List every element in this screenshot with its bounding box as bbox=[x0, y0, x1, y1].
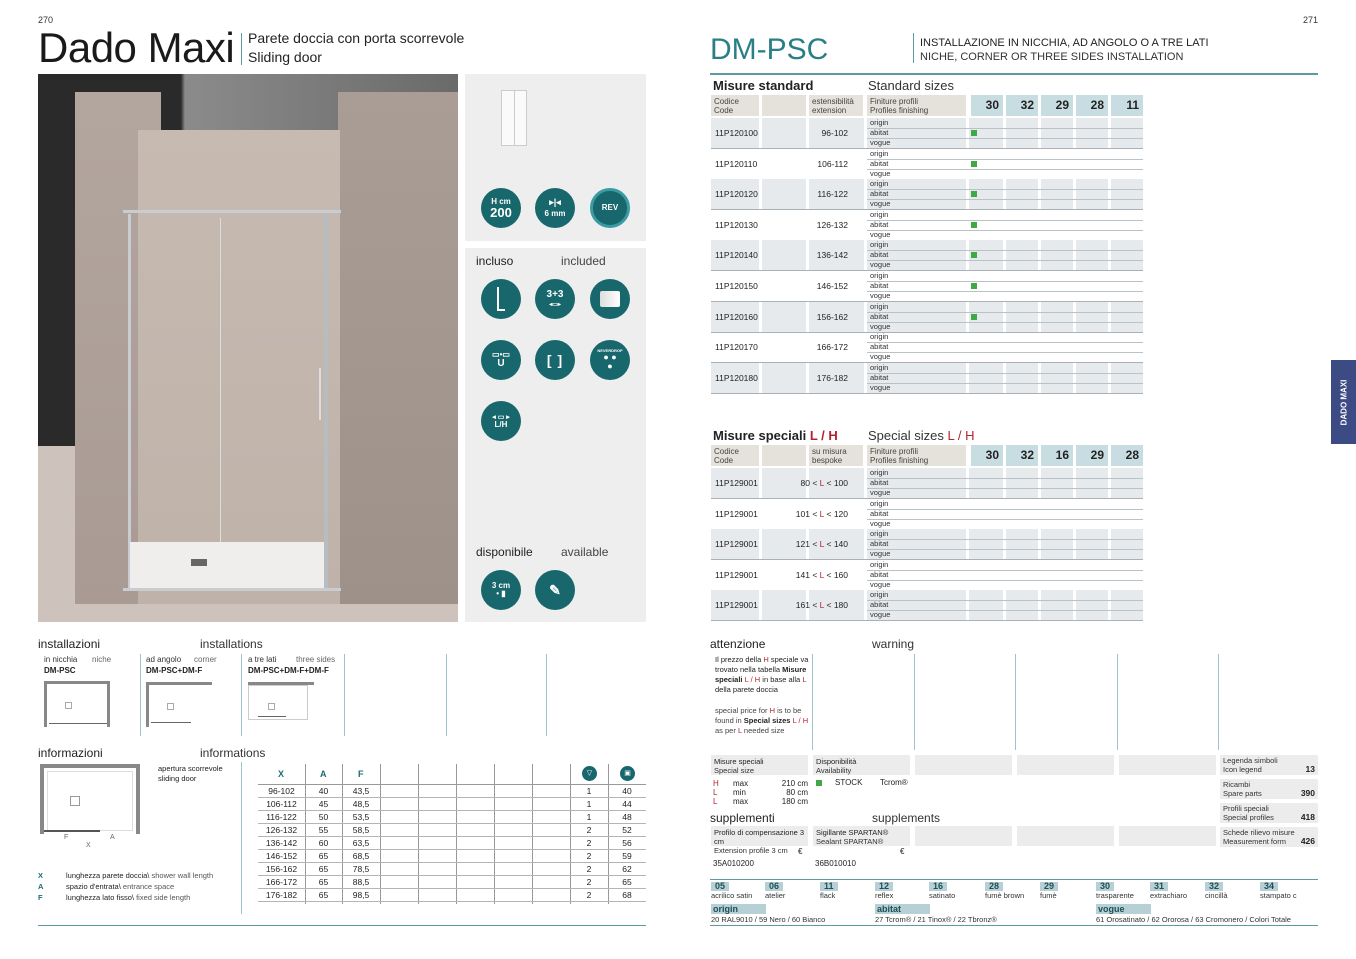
product-subtitle-it: Parete doccia con porta scorrevole bbox=[248, 30, 465, 46]
product-code: 11P120150 bbox=[715, 281, 758, 291]
table-row bbox=[711, 302, 1143, 332]
supplement-currency-1: € bbox=[798, 847, 803, 856]
glass-legend-item: 11 flack bbox=[820, 882, 838, 900]
glass-legend-item: 05 acrilico satin bbox=[711, 881, 753, 900]
stock-label: STOCK bbox=[835, 778, 863, 787]
stock-indicator bbox=[971, 191, 977, 197]
stock-finish: Tcrom® bbox=[880, 778, 908, 787]
info-table-row bbox=[258, 837, 646, 850]
product-code: 11P129001 bbox=[715, 600, 758, 611]
finish-abitat: abitat bbox=[870, 600, 889, 610]
available-label-it: disponibile bbox=[476, 545, 533, 559]
install-niche-it: in nicchia bbox=[44, 655, 78, 664]
finish-abitat: abitat bbox=[870, 342, 889, 352]
glass-col-header: 11 bbox=[1111, 95, 1143, 116]
glass-col-header: 16 bbox=[1041, 445, 1073, 466]
reference-link[interactable]: Legenda simboli Icon legend 13 bbox=[1220, 755, 1318, 775]
extension-range: 136-142 bbox=[816, 250, 848, 261]
info-table-cell: 2 bbox=[586, 851, 592, 861]
reference-link[interactable]: Profili speciali Special profiles 418 bbox=[1220, 803, 1318, 823]
info-table-cell: 65 bbox=[318, 851, 329, 861]
table-row bbox=[711, 560, 1143, 590]
finish-vogue: vogue bbox=[870, 138, 891, 147]
glass-legend-item: 31 extrachiaro bbox=[1150, 881, 1188, 900]
finish-vogue: vogue bbox=[870, 291, 891, 300]
product-code: 11P120130 bbox=[715, 219, 758, 230]
info-diagram bbox=[40, 764, 140, 834]
packages-icon: ▽ bbox=[582, 766, 597, 781]
finish-abitat: abitat bbox=[870, 250, 889, 260]
stock-indicator bbox=[971, 314, 977, 320]
information-title-en: informations bbox=[200, 746, 266, 760]
finish-vogue: vogue bbox=[870, 579, 891, 589]
info-table-cell: 52 bbox=[622, 825, 632, 835]
install-corner-en: corner bbox=[194, 655, 217, 664]
finish-vogue: vogue bbox=[870, 168, 891, 178]
sp-col-bespoke: su misura bespoke bbox=[809, 445, 863, 466]
weight-icon: ▣ bbox=[620, 766, 635, 781]
info-table-cell: 65 bbox=[622, 877, 632, 887]
installations-title-en: installations bbox=[200, 637, 263, 651]
info-table-cell: 65 bbox=[318, 864, 329, 874]
bespoke-range: 161 < L < 180 bbox=[795, 600, 848, 611]
finish-origin: origin bbox=[870, 468, 889, 477]
info-table-row bbox=[258, 824, 646, 837]
info-table-cell: 40 bbox=[318, 786, 329, 796]
magnet-seal-icon: ▭•▭ U bbox=[481, 340, 521, 380]
glass-col-header: 30 bbox=[971, 445, 1003, 466]
info-table-cell: 62 bbox=[622, 864, 632, 874]
stock-indicator bbox=[971, 222, 977, 228]
product-photo bbox=[38, 74, 458, 622]
finish-origin: origin bbox=[870, 529, 889, 539]
finish-origin: origin bbox=[870, 332, 889, 342]
info-table-cell: 43,5 bbox=[352, 786, 370, 796]
info-table-cell: 68,5 bbox=[352, 851, 370, 861]
shower-door-thumbnail bbox=[501, 90, 527, 146]
finish-abitat: abitat bbox=[870, 219, 889, 229]
empty-box bbox=[1017, 826, 1114, 846]
info-table-cell: 45 bbox=[318, 799, 329, 809]
extension-range: 176-182 bbox=[816, 372, 848, 383]
stock-indicator bbox=[971, 252, 977, 258]
col-f-header: F bbox=[358, 769, 364, 779]
info-table-cell: 126-132 bbox=[265, 825, 298, 835]
install-corner-it: ad angolo bbox=[146, 655, 182, 664]
sp-col-code: Codice Code bbox=[711, 445, 759, 466]
finish-origin: origin bbox=[870, 362, 889, 372]
table-row bbox=[711, 240, 1143, 270]
info-table-cell: 2 bbox=[586, 825, 592, 835]
sp-col-finishing: Finiture profili Profiles finishing bbox=[867, 445, 966, 466]
info-legend: X lunghezza parete doccia\ shower wall length A spazio d'entrata\ entrance space F lunghezza lato fisso\ fixed side length bbox=[38, 871, 214, 902]
info-table-row bbox=[258, 785, 646, 798]
install-niche-code: DM-PSC bbox=[44, 666, 76, 675]
finish-origin: origin bbox=[870, 301, 889, 311]
info-table-cell: 78,5 bbox=[352, 864, 370, 874]
info-table-cell: 1 bbox=[586, 799, 592, 809]
sp-col-blank bbox=[762, 445, 806, 466]
info-table-cell: 96-102 bbox=[268, 786, 295, 796]
supplement-currency-2: € bbox=[900, 847, 905, 856]
product-title: Dado Maxi bbox=[38, 24, 235, 71]
info-table-cell: 146-152 bbox=[265, 851, 298, 861]
finish-abitat: abitat bbox=[870, 569, 889, 579]
bespoke-range: 121 < L < 140 bbox=[795, 539, 848, 550]
finish-abitat: abitat bbox=[870, 281, 889, 290]
finish-vogue: vogue bbox=[870, 260, 891, 270]
extension-range: 166-172 bbox=[816, 342, 848, 353]
finish-abitat: abitat bbox=[870, 189, 889, 199]
bespoke-range: 101 < L < 120 bbox=[795, 508, 848, 519]
finish-abitat: abitat bbox=[870, 128, 889, 137]
glass-legend-item: 12 reflex bbox=[875, 881, 894, 900]
finish-vogue: vogue bbox=[870, 321, 891, 331]
info-table-cell: 166-172 bbox=[265, 877, 298, 887]
extension-range: 146-152 bbox=[816, 281, 848, 291]
info-table-cell: 176-182 bbox=[265, 890, 298, 900]
info-table-row bbox=[258, 811, 646, 824]
std-col-finishing: Finiture profili Profiles finishing bbox=[867, 95, 966, 116]
info-table-row bbox=[258, 850, 646, 863]
empty-box bbox=[915, 755, 1012, 775]
info-table-cell: 48,5 bbox=[352, 799, 370, 809]
info-table-cell: 98,5 bbox=[352, 890, 370, 900]
info-table-cell: 2 bbox=[586, 890, 592, 900]
product-code: 11P120180 bbox=[715, 372, 758, 383]
product-code: 11P120160 bbox=[715, 311, 758, 322]
glass-legend-item: 30 trasparente bbox=[1096, 881, 1134, 900]
available-label-en: available bbox=[561, 545, 609, 559]
info-table-cell: 59 bbox=[622, 851, 632, 861]
product-code: 11P120140 bbox=[715, 250, 758, 261]
diagram-label-f: F bbox=[64, 834, 69, 841]
installation-type-en: NICHE, CORNER OR THREE SIDES INSTALLATION bbox=[920, 51, 1184, 63]
std-col-blank bbox=[762, 95, 806, 116]
info-table-cell: 55 bbox=[318, 825, 329, 835]
table-row bbox=[711, 590, 1143, 620]
finish-vogue: vogue bbox=[870, 199, 891, 209]
info-table-cell: 44 bbox=[622, 799, 632, 809]
glass-col-header: 30 bbox=[971, 95, 1003, 116]
empty-box bbox=[1119, 826, 1216, 846]
side-tab: DADO MAXI bbox=[1331, 360, 1356, 444]
col-a-header: A bbox=[320, 769, 327, 779]
product-code: 11P120110 bbox=[715, 158, 758, 169]
reference-link[interactable]: Ricambi Spare parts 390 bbox=[1220, 779, 1318, 799]
info-table-cell: 65 bbox=[318, 877, 329, 887]
col-x-header: X bbox=[278, 769, 285, 779]
glass-legend-item: 28 fumè brown bbox=[985, 881, 1025, 900]
extension-range: 106-112 bbox=[817, 158, 848, 169]
installation-type-it: INSTALLAZIONE IN NICCHIA, AD ANGOLO O A TRE LATI bbox=[920, 37, 1209, 49]
install-three-code: DM-PSC+DM-F+DM-F bbox=[248, 666, 329, 675]
glass-col-header: 28 bbox=[1111, 445, 1143, 466]
install-niche-en: niche bbox=[92, 655, 112, 664]
product-subtitle-en: Sliding door bbox=[248, 49, 322, 65]
info-table-cell: 2 bbox=[586, 838, 592, 848]
diagram-label-x: X bbox=[86, 842, 91, 849]
profile-icon bbox=[481, 279, 521, 319]
reversible-icon: REV bbox=[590, 188, 630, 228]
glass-6mm-icon: ▸|◂ 6 mm bbox=[535, 188, 575, 228]
finish-origin: origin bbox=[870, 118, 889, 127]
warning-text-en: special price for H is to be found in Special sizes L / H as per L needed size bbox=[715, 706, 809, 735]
finish-vogue: vogue bbox=[870, 229, 891, 239]
finish-vogue: vogue bbox=[870, 610, 891, 620]
warning-title-en: warning bbox=[872, 637, 915, 651]
info-table-cell: 136-142 bbox=[265, 838, 298, 848]
included-label-en: included bbox=[561, 254, 606, 268]
bespoke-range: 80 < L < 100 bbox=[800, 478, 848, 488]
table-row bbox=[711, 149, 1143, 179]
finish-abitat: abitat bbox=[870, 478, 889, 487]
information-title-it: informazioni bbox=[38, 746, 103, 760]
supplement-sealant: Sigillante SPARTAN® Sealant SPARTAN® bbox=[813, 826, 910, 846]
info-table-cell: 40 bbox=[622, 786, 632, 796]
info-table-row bbox=[258, 798, 646, 811]
table-row bbox=[711, 210, 1143, 240]
info-table-cell: 1 bbox=[586, 812, 592, 822]
extension-3-3-icon: 3+3 ◂▭▸ bbox=[535, 279, 575, 319]
table-row bbox=[711, 118, 1143, 148]
product-code: 11P120170 bbox=[715, 342, 758, 353]
table-row bbox=[711, 529, 1143, 559]
installations-title-it: installazioni bbox=[38, 637, 101, 651]
glass-legend-item: 06 atelier bbox=[765, 881, 786, 900]
supplement-code-2: 36B010010 bbox=[815, 859, 856, 868]
install-three-en: three sides bbox=[296, 655, 336, 664]
availability-box: Disponibilità Availability bbox=[813, 755, 910, 775]
table-row bbox=[711, 468, 1143, 498]
extension-range: 156-162 bbox=[816, 311, 848, 322]
glass-legend-item: 16 satinato bbox=[929, 881, 956, 900]
finish-abitat: abitat bbox=[870, 311, 889, 321]
page-number-right: 271 bbox=[1303, 15, 1319, 25]
standard-sizes-title-en: Standard sizes bbox=[868, 78, 954, 93]
table-row bbox=[711, 363, 1143, 393]
table-row bbox=[711, 179, 1143, 209]
supplement-extension-profile: Profilo di compensazione 3 cm Extension profile 3 cm bbox=[711, 826, 808, 846]
install-three-it: a tre lati bbox=[248, 655, 277, 664]
info-table-row bbox=[258, 863, 646, 876]
lh-reversible-icon: ◂ ▭ ▸ L/H bbox=[481, 401, 521, 441]
height-200-icon: H cm 200 bbox=[481, 188, 521, 228]
empty-box bbox=[1119, 755, 1216, 775]
info-table-cell: 48 bbox=[622, 812, 632, 822]
reference-link[interactable]: Schede rilievo misure Measurement form 426 bbox=[1220, 827, 1318, 847]
product-code: 11P129001 bbox=[715, 508, 758, 519]
empty-box bbox=[915, 826, 1012, 846]
warning-title-it: attenzione bbox=[710, 637, 766, 651]
extension-range: 96-102 bbox=[821, 128, 848, 138]
diagram-label-a: A bbox=[110, 834, 115, 841]
stock-indicator bbox=[971, 130, 977, 136]
finish-abitat: abitat bbox=[870, 508, 889, 518]
info-table-row bbox=[258, 876, 646, 889]
roller-icon bbox=[590, 279, 630, 319]
finish-legend-item: origin 20 RAL9010 / 59 Nero / 60 Bianco bbox=[711, 904, 826, 924]
finish-abitat: abitat bbox=[870, 158, 889, 168]
model-code: DM-PSC bbox=[710, 33, 829, 66]
special-sizes-title-it: Misure speciali L / H bbox=[713, 428, 838, 443]
product-code: 11P120120 bbox=[715, 189, 758, 200]
page-number-left: 270 bbox=[38, 15, 54, 25]
sealant-icon: ✎ bbox=[535, 570, 575, 610]
info-table-cell: 50 bbox=[318, 812, 329, 822]
product-code: 11P120100 bbox=[715, 128, 758, 138]
install-corner-code: DM-PSC+DM-F bbox=[146, 666, 203, 675]
glass-legend-item: 32 cincillà bbox=[1205, 881, 1228, 900]
info-table-cell: 65 bbox=[318, 890, 329, 900]
finish-origin: origin bbox=[870, 271, 889, 280]
neverdrop-icon: NEVERDROP ● ● ● bbox=[590, 340, 630, 380]
extension-range: 116-122 bbox=[817, 189, 848, 200]
extension-3cm-icon: 3 cm • ▮ bbox=[481, 570, 521, 610]
product-code: 11P129001 bbox=[715, 569, 758, 580]
finish-vogue: vogue bbox=[870, 549, 891, 559]
finish-origin: origin bbox=[870, 498, 889, 508]
finish-origin: origin bbox=[870, 559, 889, 569]
glass-col-header: 32 bbox=[1006, 95, 1038, 116]
glass-col-header: 29 bbox=[1076, 445, 1108, 466]
glass-legend-item: 29 fumè bbox=[1040, 881, 1057, 900]
included-label-it: incluso bbox=[476, 254, 514, 268]
info-table-cell: 2 bbox=[586, 864, 592, 874]
glass-col-header: 32 bbox=[1006, 445, 1038, 466]
glass-legend-item: 34 stampato c bbox=[1260, 881, 1297, 900]
finish-origin: origin bbox=[870, 179, 889, 189]
finish-legend-item: vogue 61 Orosatinato / 62 Ororosa / 63 Cromonero / Colori Totale bbox=[1096, 904, 1291, 924]
info-table-cell: 53,5 bbox=[352, 812, 370, 822]
finish-origin: origin bbox=[870, 148, 889, 158]
finish-vogue: vogue bbox=[870, 352, 891, 362]
size-limits: H max 210 cm L min 80 cm L max 180 cm bbox=[713, 779, 808, 806]
standard-sizes-title-it: Misure standard bbox=[713, 78, 814, 93]
corner-diagram bbox=[146, 682, 212, 727]
info-table-cell: 56 bbox=[622, 838, 632, 848]
info-table-cell: 2 bbox=[586, 877, 592, 887]
finish-vogue: vogue bbox=[870, 518, 891, 528]
info-table-row bbox=[258, 889, 646, 902]
info-table-cell: 88,5 bbox=[352, 877, 370, 887]
supplements-title-it: supplementi bbox=[710, 811, 775, 825]
supplements-title-en: supplements bbox=[872, 811, 941, 825]
product-code: 11P129001 bbox=[715, 478, 758, 488]
glass-col-header: 29 bbox=[1041, 95, 1073, 116]
special-size-box: Misure speciali Special size bbox=[711, 755, 808, 775]
niche-diagram bbox=[44, 681, 110, 727]
opening-type: apertura scorrevole sliding door bbox=[158, 764, 223, 783]
table-row bbox=[711, 271, 1143, 301]
stock-indicator bbox=[971, 161, 977, 167]
empty-box bbox=[1017, 755, 1114, 775]
finish-vogue: vogue bbox=[870, 382, 891, 392]
finish-abitat: abitat bbox=[870, 539, 889, 549]
bespoke-range: 141 < L < 160 bbox=[795, 569, 848, 580]
std-col-code: Codice Code bbox=[711, 95, 759, 116]
warning-text-it: Il prezzo della H speciale va trovato nella tabella Misure speciali L / H in base alla L della parete doccia bbox=[715, 655, 809, 694]
glass-col-header: 28 bbox=[1076, 95, 1108, 116]
info-table-cell: 60 bbox=[318, 838, 329, 848]
finish-origin: origin bbox=[870, 590, 889, 600]
table-row bbox=[711, 332, 1143, 362]
finish-vogue: vogue bbox=[870, 488, 891, 497]
extension-range: 126-132 bbox=[816, 219, 848, 230]
three-sides-diagram bbox=[248, 682, 314, 720]
supplement-code-1: 35A010200 bbox=[713, 859, 754, 868]
handle-icon: [ ] bbox=[535, 340, 575, 380]
finish-abitat: abitat bbox=[870, 372, 889, 382]
stock-indicator bbox=[971, 283, 977, 289]
stock-indicator bbox=[816, 780, 822, 786]
table-row bbox=[711, 499, 1143, 529]
special-sizes-title-en: Special sizes L / H bbox=[868, 428, 975, 443]
finish-origin: origin bbox=[870, 209, 889, 219]
info-table-cell: 63,5 bbox=[352, 838, 370, 848]
info-table-cell: 68 bbox=[622, 890, 632, 900]
finish-legend-item: abitat 27 Tcrom® / 21 Tinox® / 22 Tbronz® bbox=[875, 904, 997, 924]
finish-origin: origin bbox=[870, 240, 889, 250]
info-table-cell: 1 bbox=[586, 786, 592, 796]
info-table-cell: 156-162 bbox=[265, 864, 298, 874]
std-col-ext: estensibilità extension bbox=[809, 95, 863, 116]
info-table-cell: 116-122 bbox=[266, 812, 297, 822]
info-table-cell: 106-112 bbox=[266, 799, 297, 809]
product-code: 11P129001 bbox=[715, 539, 758, 550]
info-table-cell: 58,5 bbox=[352, 825, 370, 835]
